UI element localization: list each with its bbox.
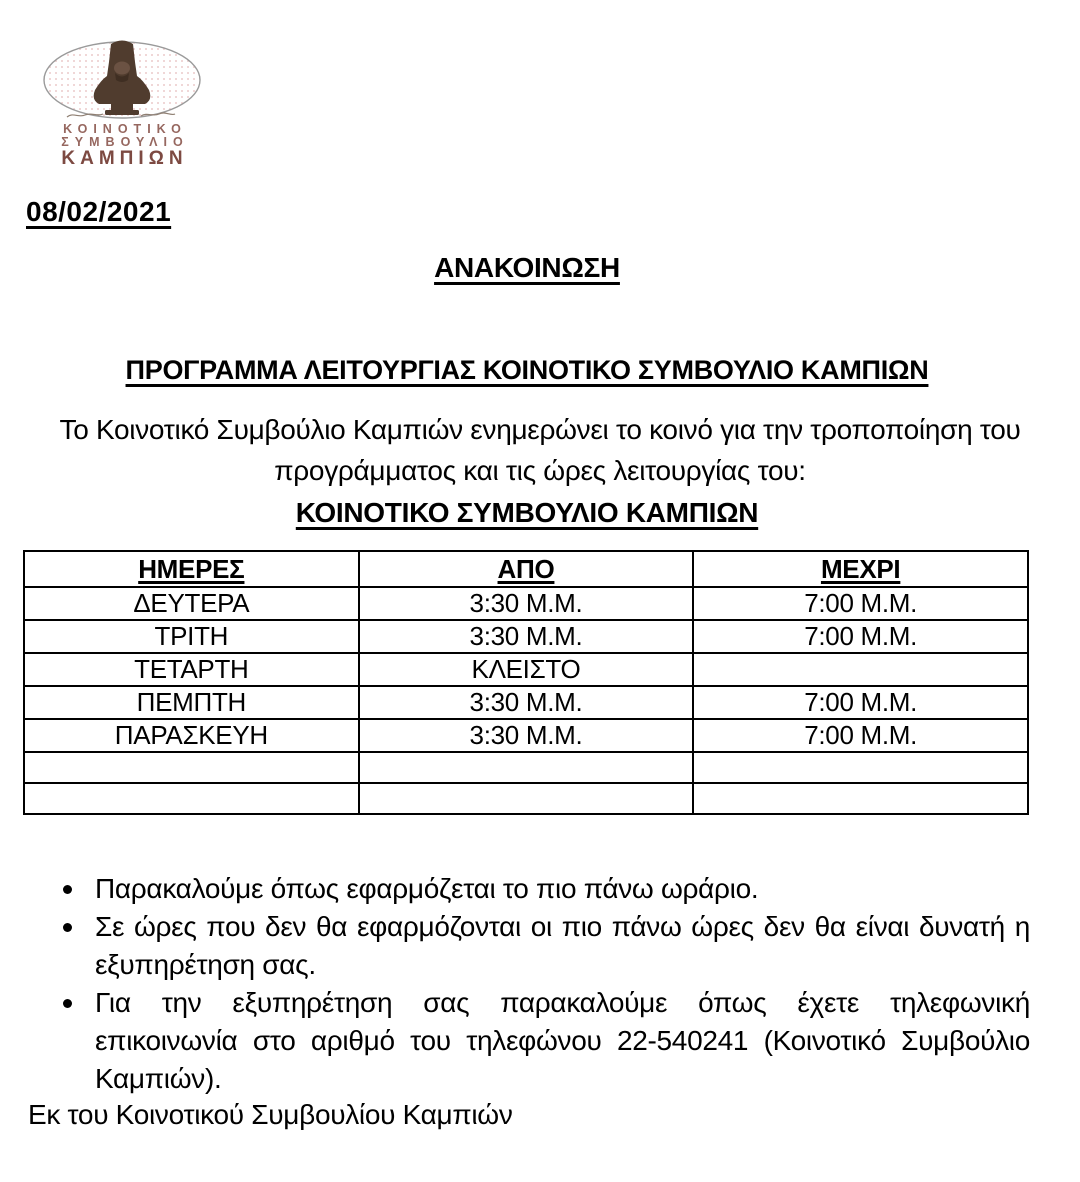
from-cell bbox=[359, 752, 694, 783]
list-item bbox=[60, 870, 1030, 908]
note-text: Σε ώρες που δεν θα εφαρμόζονται οι πιο πάνω ώρες δεν θα είναι δυνατή η εξυπηρέτηση σας. bbox=[95, 911, 1030, 980]
note-text: Για την εξυπηρέτηση σας παρακαλούμε όπως έχετε τηλεφωνική επικοινωνία στο αριθμό του τηλεφώνου 22-540241 (Κοινοτικό Συμβούλιο Καμπιών). bbox=[95, 987, 1030, 1094]
from-cell: 3:30 Μ.Μ. bbox=[359, 686, 694, 719]
table-row bbox=[24, 719, 1028, 752]
day-cell: ΠΕΜΠΤΗ bbox=[24, 686, 359, 719]
from-cell: 3:30 Μ.Μ. bbox=[359, 587, 694, 620]
from-cell bbox=[359, 783, 694, 814]
until-cell: 7:00 Μ.Μ. bbox=[693, 686, 1028, 719]
document-date: 08/02/2021 bbox=[26, 196, 172, 227]
intro-line1: Το Κοινοτικό Συμβούλιο Καμπιών ενημερώνει το κοινό για την τροποποίηση του bbox=[59, 414, 1021, 445]
table-header-row bbox=[24, 551, 1028, 587]
until-cell: 7:00 Μ.Μ. bbox=[693, 587, 1028, 620]
list-item bbox=[60, 908, 1030, 984]
day-cell bbox=[24, 783, 359, 814]
column-header-from: ΑΠΟ bbox=[359, 551, 694, 587]
day-cell: ΠΑΡΑΣΚΕΥΗ bbox=[24, 719, 359, 752]
council-logo bbox=[40, 28, 204, 167]
logo-text-line2: ΣΥΜΒΟΥΛΙΟ bbox=[61, 135, 189, 149]
table-row bbox=[24, 620, 1028, 653]
column-header-until: ΜΕΧΡΙ bbox=[693, 551, 1028, 587]
document-title: ΑΝΑΚΟΙΝΩΣΗ bbox=[434, 252, 620, 283]
list-item bbox=[60, 984, 1030, 1098]
notes-list bbox=[60, 870, 1030, 1098]
bullet-icon bbox=[60, 870, 95, 908]
intro-line2: προγράμματος και τις ώρες λειτουργίας του: bbox=[274, 455, 806, 486]
column-header-days: ΗΜΕΡΕΣ bbox=[24, 551, 359, 587]
bullet-icon bbox=[60, 984, 95, 1022]
day-cell: ΤΕΤΑΡΤΗ bbox=[24, 653, 359, 686]
program-heading: ΠΡΟΓΡΑΜΜΑ ΛΕΙΤΟΥΡΓΙΑΣ ΚΟΙΝΟΤΙΚΟ ΣΥΜΒΟΥΛΙΟ ΚΑΜΠΙΩΝ bbox=[125, 355, 929, 385]
day-cell: ΤΡΙΤΗ bbox=[24, 620, 359, 653]
logo-text-line3: ΚΑΜΠΙΩΝ bbox=[61, 148, 188, 169]
schedule-table bbox=[23, 550, 1029, 815]
from-cell: 3:30 Μ.Μ. bbox=[359, 719, 694, 752]
until-cell: 7:00 Μ.Μ. bbox=[693, 719, 1028, 752]
table-row-empty bbox=[24, 752, 1028, 783]
note-text: Παρακαλούμε όπως εφαρμόζεται το πιο πάνω ωράριο. bbox=[95, 873, 759, 904]
day-cell bbox=[24, 752, 359, 783]
table-row bbox=[24, 653, 1028, 686]
from-cell: ΚΛΕΙΣΤΟ bbox=[359, 653, 694, 686]
table-row bbox=[24, 686, 1028, 719]
day-cell: ΔΕΥΤΕΡΑ bbox=[24, 587, 359, 620]
until-cell: 7:00 Μ.Μ. bbox=[693, 620, 1028, 653]
intro-paragraph bbox=[38, 409, 1042, 491]
table-row bbox=[24, 587, 1028, 620]
logo-text-line1: ΚΟΙΝΟΤΙΚΟ bbox=[63, 122, 187, 136]
until-cell bbox=[693, 752, 1028, 783]
bullet-icon bbox=[60, 908, 95, 946]
bust-emblem-icon bbox=[41, 28, 203, 123]
table-title: ΚΟΙΝΟΤΙΚΟ ΣΥΜΒΟΥΛΙΟ ΚΑΜΠΙΩΝ bbox=[295, 497, 759, 528]
closing-line: Εκ του Κοινοτικού Συμβουλίου Καμπιών bbox=[28, 1099, 513, 1130]
until-cell bbox=[693, 653, 1028, 686]
table-row-empty bbox=[24, 783, 1028, 814]
until-cell bbox=[693, 783, 1028, 814]
from-cell: 3:30 Μ.Μ. bbox=[359, 620, 694, 653]
